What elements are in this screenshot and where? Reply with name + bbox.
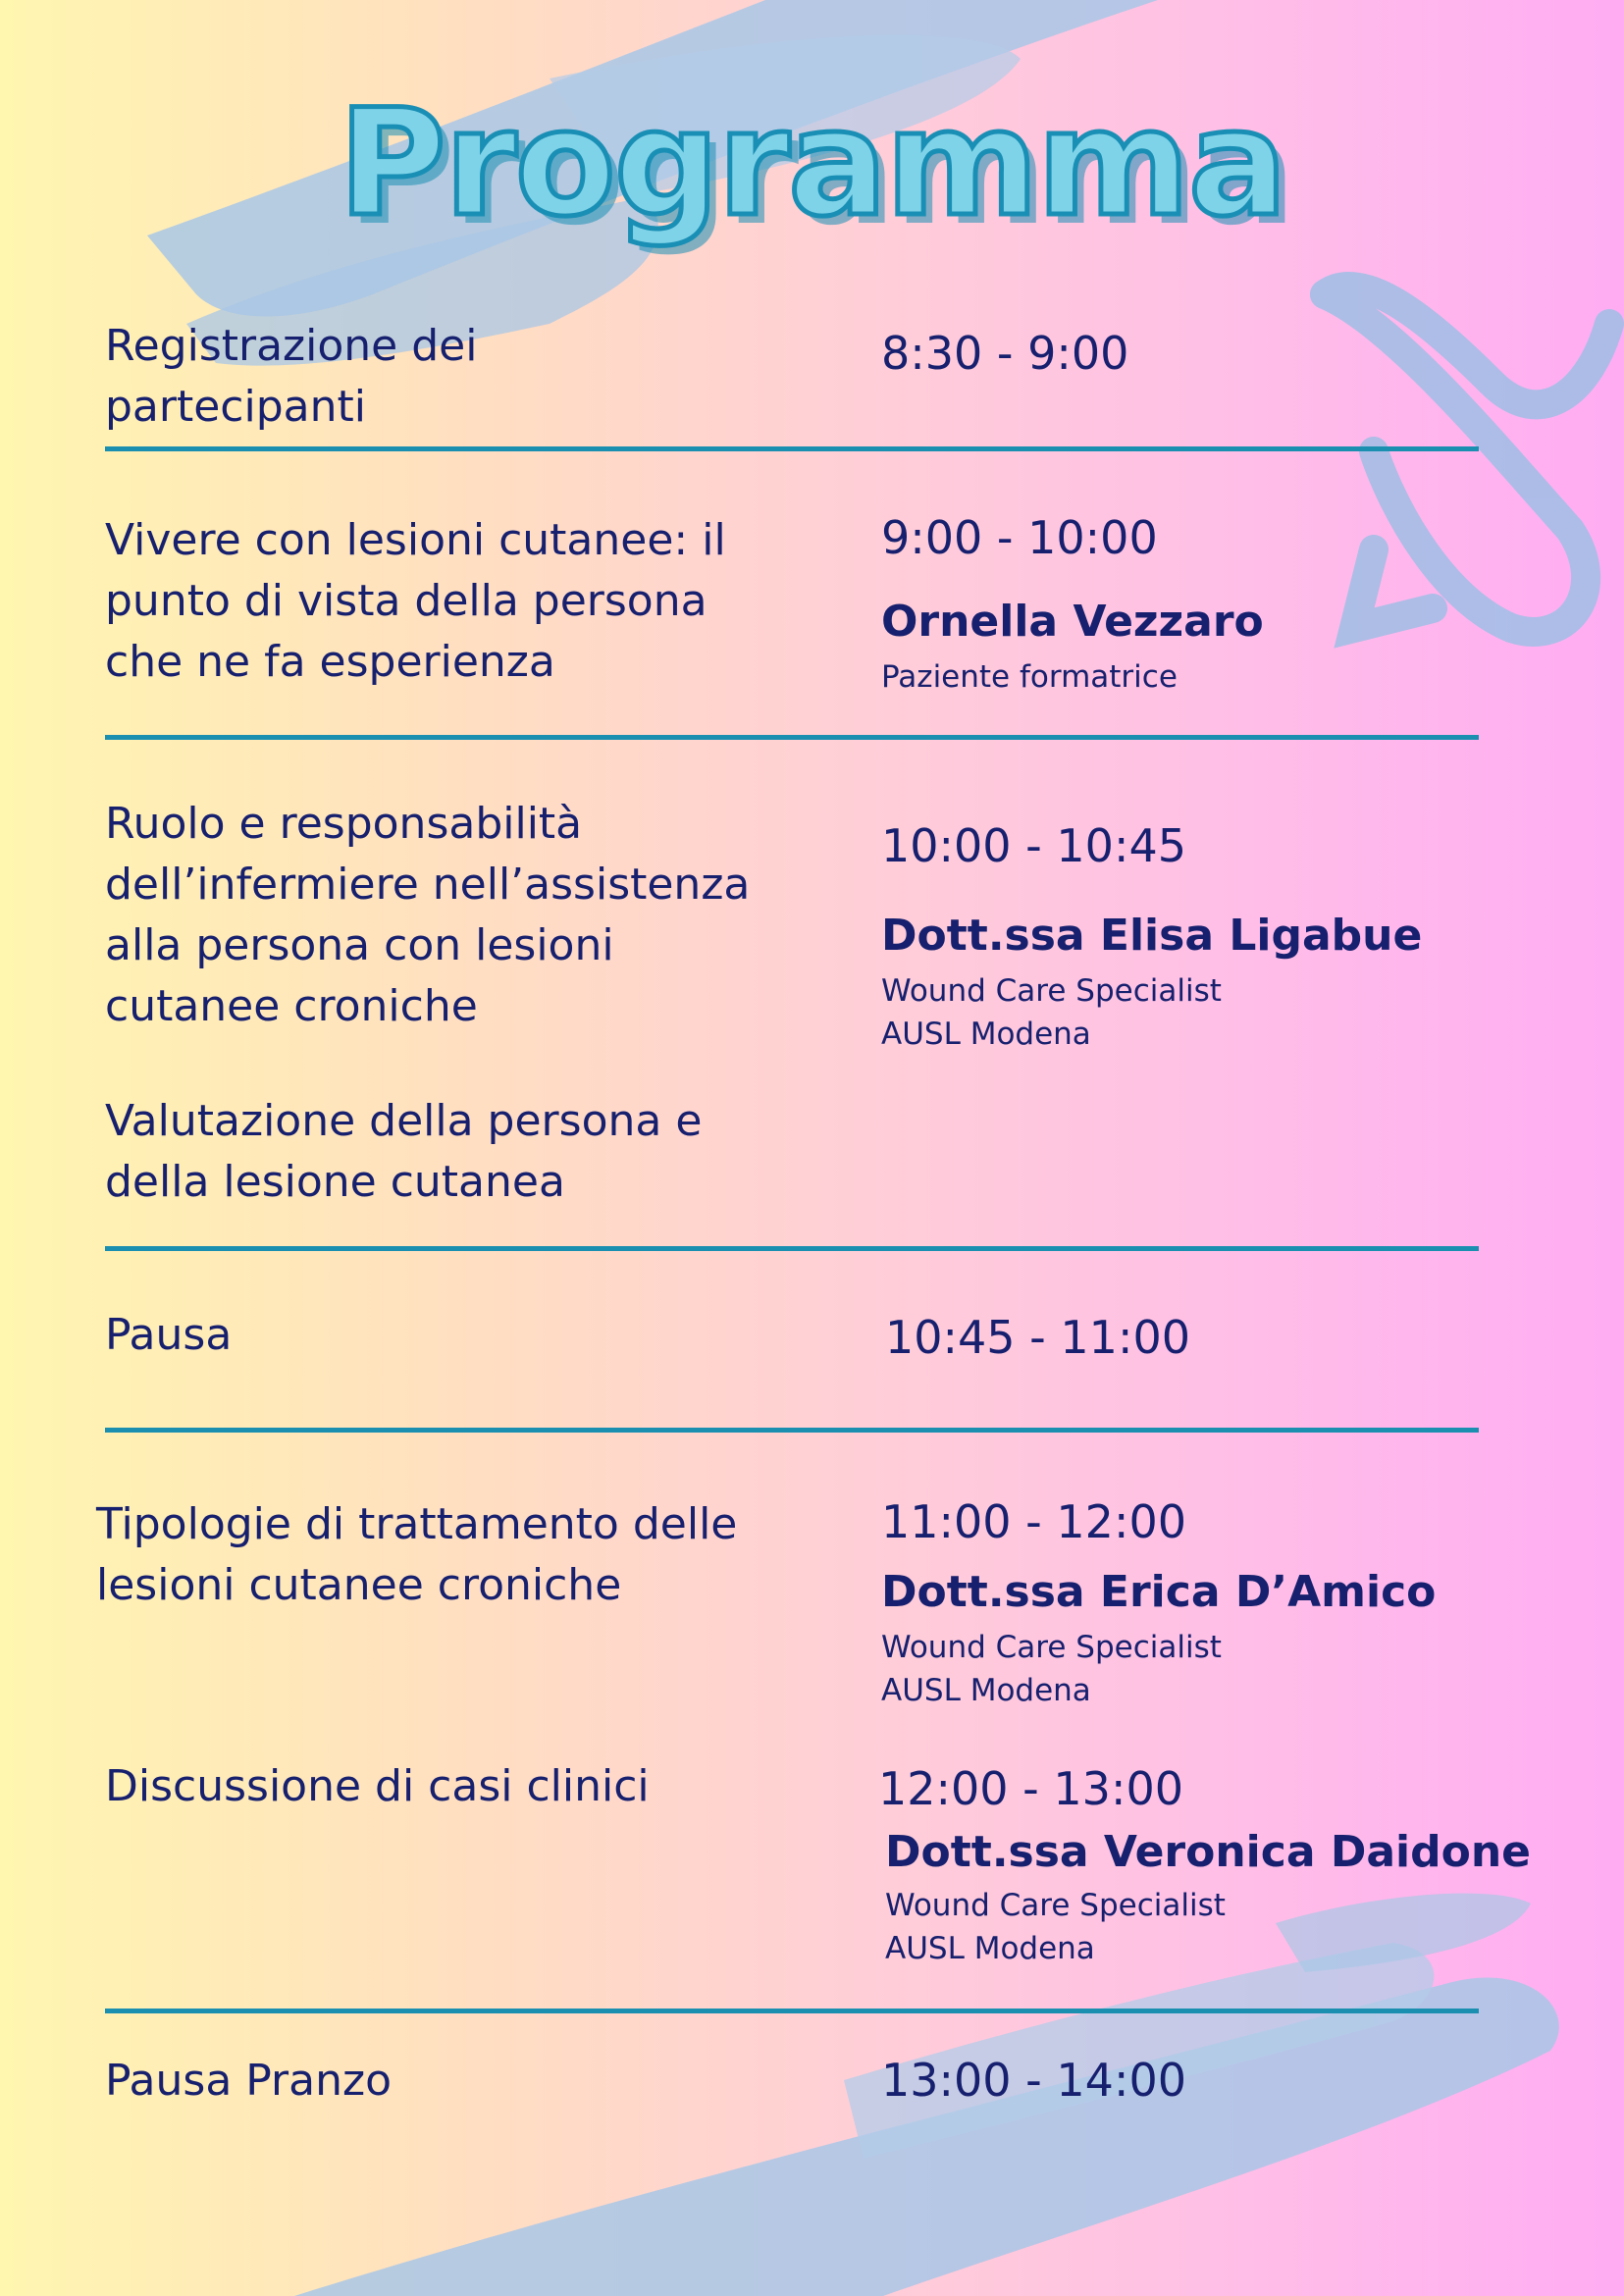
item-role-ruolo: Wound Care Specialist AUSL Modena (881, 973, 1222, 1052)
item-speaker-vivere: Ornella Vezzaro (881, 597, 1264, 647)
item-time-pausa-pranzo: 13:00 - 14:00 (881, 2054, 1186, 2107)
page-title: Programma (338, 78, 1286, 249)
item-time-vivere: 9:00 - 10:00 (881, 511, 1158, 564)
arrow-swirl-icon (1325, 287, 1609, 632)
item-time-discussione: 12:00 - 13:00 (878, 1762, 1183, 1815)
item-topic-discussione: Discussione di casi clinici (105, 1761, 650, 1811)
item-time-tipologie: 11:00 - 12:00 (881, 1495, 1186, 1548)
item-role-tipologie: Wound Care Specialist AUSL Modena (881, 1630, 1222, 1708)
item-topic-vivere: Vivere con lesioni cutanee: il punto di vista della persona che ne fa esperienza (105, 515, 726, 687)
item-time-pausa: 10:45 - 11:00 (885, 1311, 1190, 1364)
item-topic-tipologie: Tipologie di trattamento delle lesioni cutanee croniche (96, 1499, 738, 1610)
item-topic-valutazione: Valutazione della persona e della lesione cutanea (105, 1096, 703, 1207)
item-speaker-tipologie: Dott.ssa Erica D’Amico (881, 1567, 1437, 1617)
item-topic-ruolo: Ruolo e responsabilità dell’infermiere nell’assistenza alla persona con lesioni cutanee croniche (105, 799, 751, 1031)
section-divider (105, 1246, 1479, 1251)
item-role-discussione: Wound Care Specialist AUSL Modena (885, 1888, 1226, 1966)
section-divider (105, 735, 1479, 740)
section-divider (105, 1428, 1479, 1433)
section-divider (105, 446, 1479, 451)
item-speaker-discussione: Dott.ssa Veronica Daidone (885, 1827, 1532, 1877)
section-divider (105, 2009, 1479, 2013)
item-topic-registrazione: Registrazione dei partecipanti (105, 321, 478, 432)
item-role-vivere: Paziente formatrice (881, 659, 1178, 695)
item-time-ruolo: 10:00 - 10:45 (881, 819, 1186, 872)
item-time-registrazione: 8:30 - 9:00 (881, 327, 1129, 380)
item-topic-pausa-pranzo: Pausa Pranzo (105, 2056, 392, 2106)
item-speaker-ruolo: Dott.ssa Elisa Ligabue (881, 911, 1423, 961)
item-topic-pausa: Pausa (105, 1310, 233, 1360)
